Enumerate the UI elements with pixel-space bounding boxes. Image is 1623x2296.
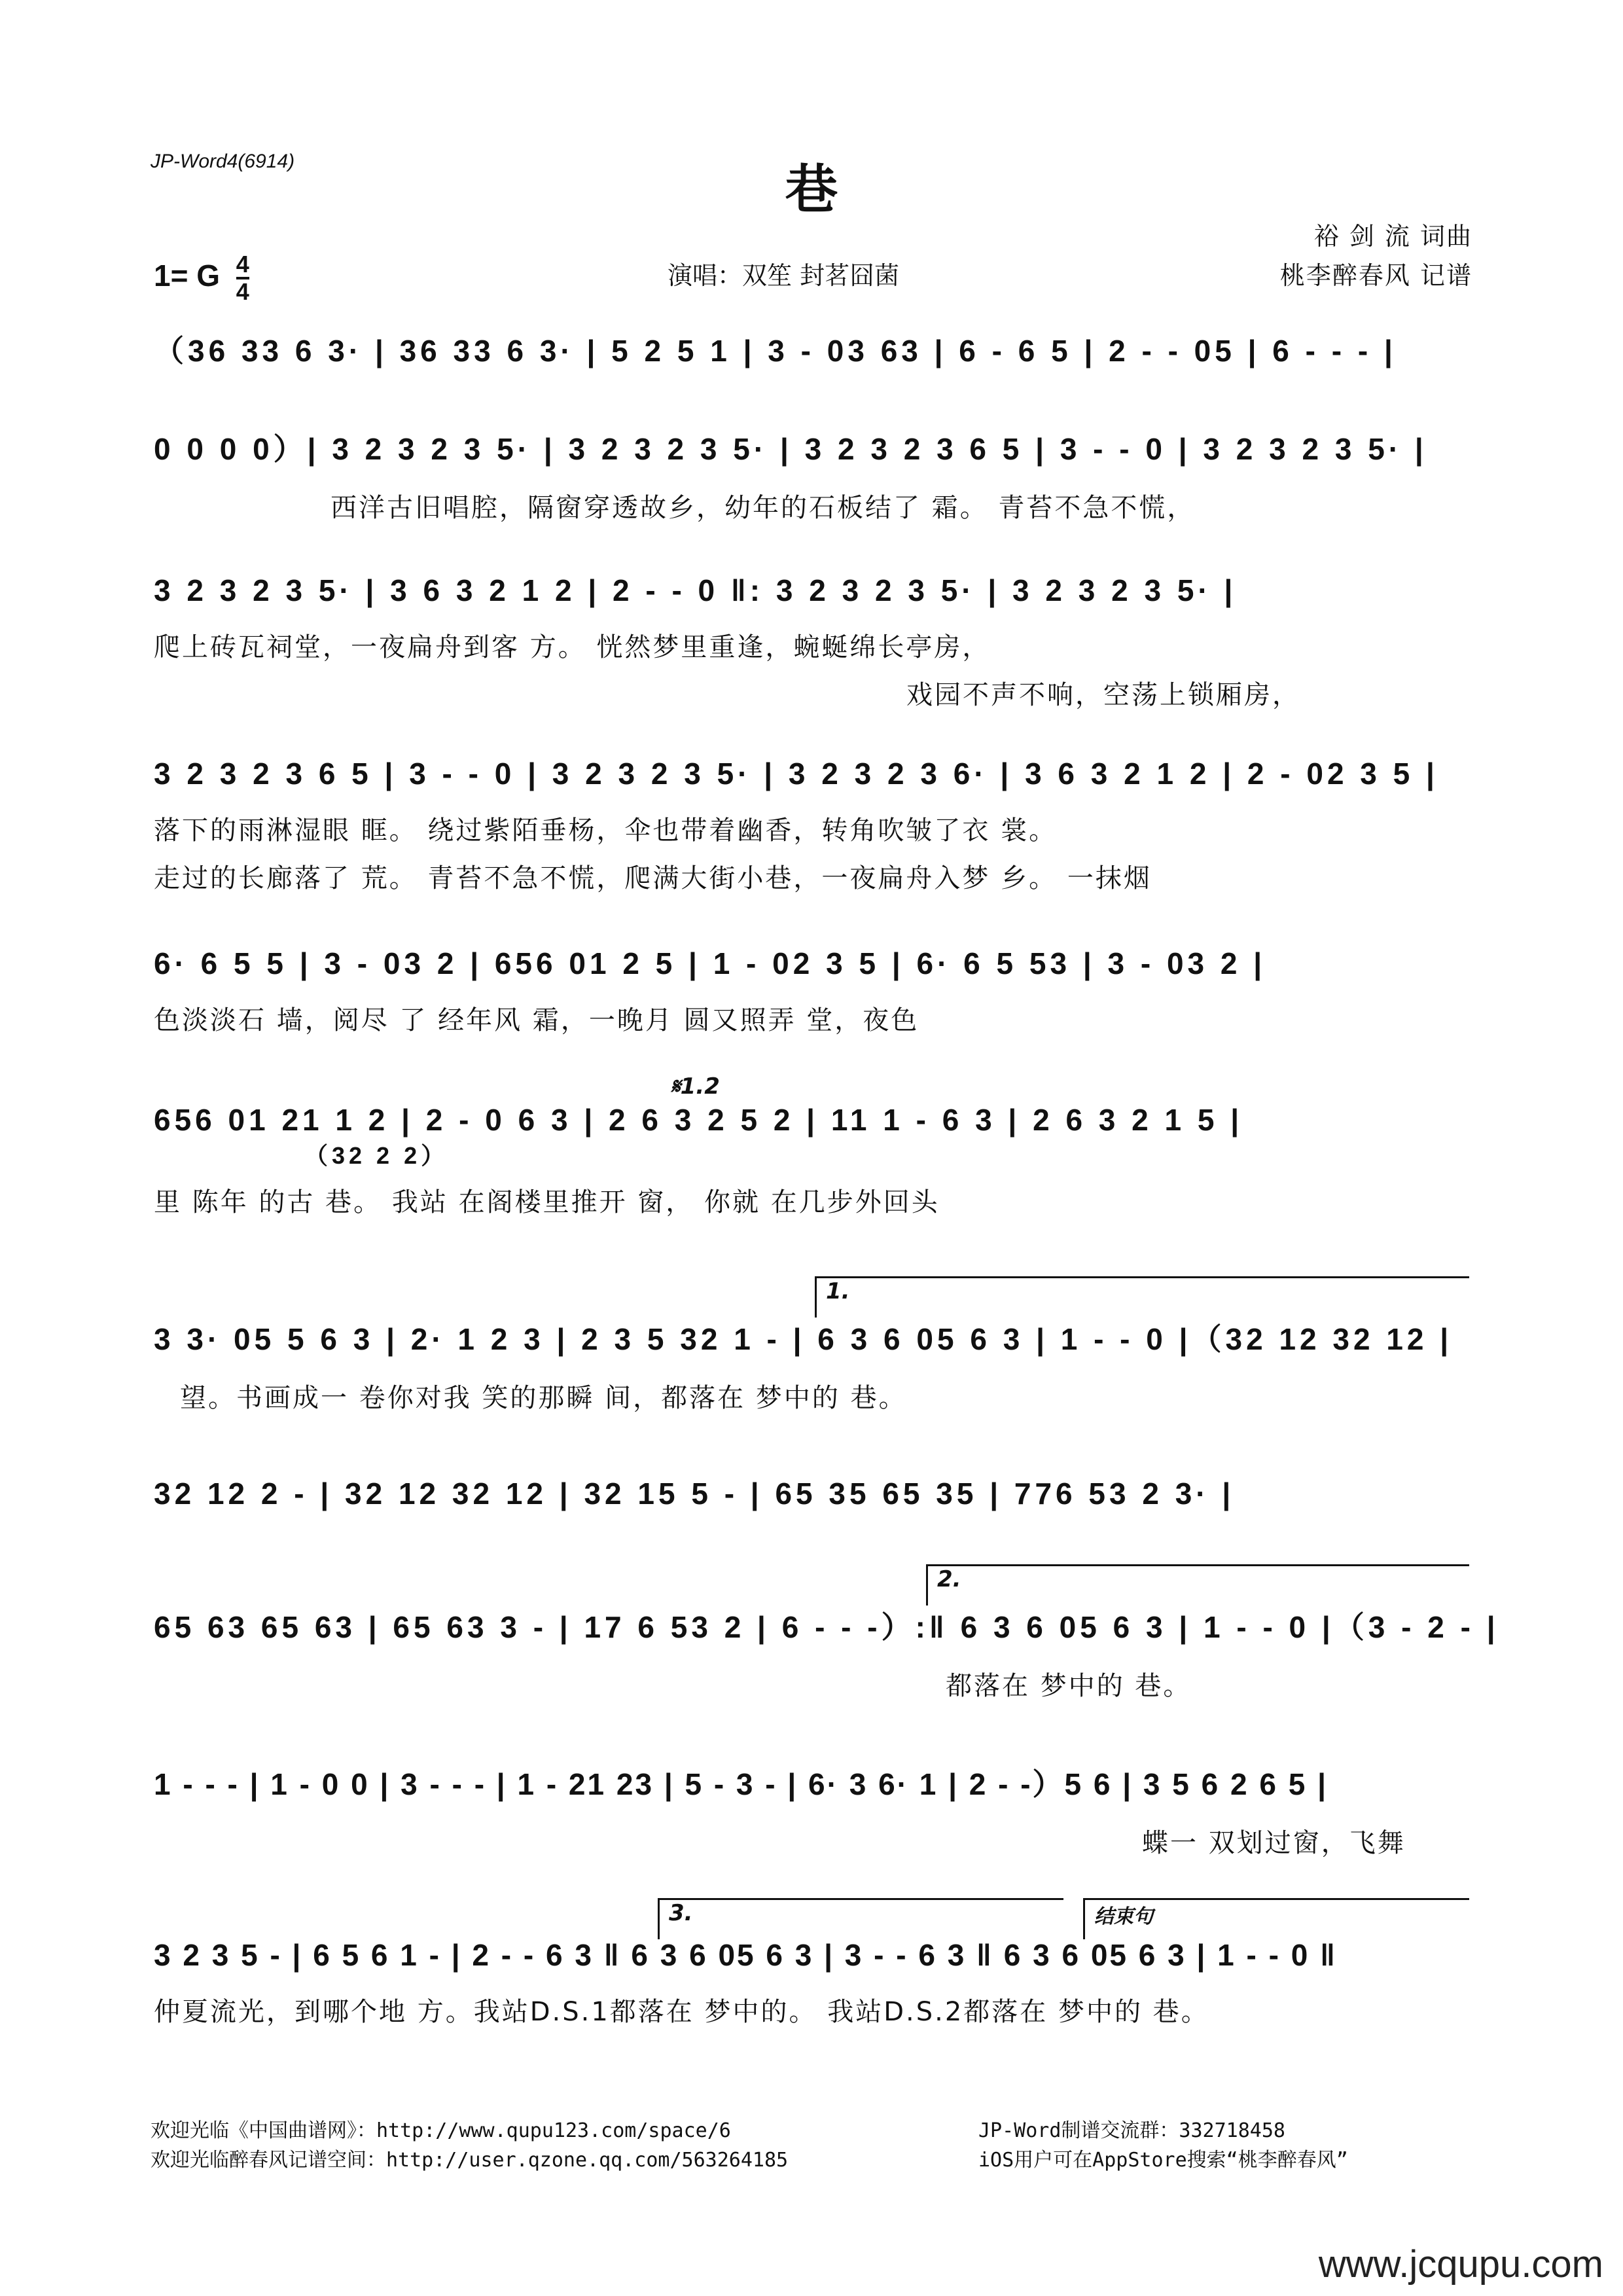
score-row-5	[154, 946, 1469, 1037]
volta-3-bracket	[658, 1898, 1063, 1939]
notation-line: 65 63 65 63 | 65 63 3 - | 17 6 53 2 | 6 - - -）:‖ 6 3 6 05 6 3 | 1 - - 0 |（3 - 2 - |	[154, 1610, 1499, 1644]
time-sig-bottom: 4	[236, 278, 249, 305]
notation-line: 0 0 0 0）| 3 2 3 2 3 5· | 3 2 3 2 3 5· | 3 2 3 2 3 6 5 | 3 - - 0 | 3 2 3 2 3 5· |	[154, 432, 1427, 466]
score-row-10	[154, 1761, 1469, 1859]
notation-line: 3 2 3 5 - | 6 5 6 1 - | 2 - - 6 3 ‖ 6 3 6 05 6 3 | 3 - - 6 3 ‖ 6 3 6 05 6 3 | 1 - - 0 ‖	[154, 1938, 1337, 1972]
lyric-line-verse2: 走过的长廊落了 荒。 青苔不急不慌，爬满大街小巷，一夜扁舟入梦 乡。 一抹烟	[154, 863, 1152, 893]
volta-line	[658, 1898, 1063, 1939]
software-version: JP-Word4(6914)	[151, 151, 295, 172]
notation-line: 3 2 3 2 3 6 5 | 3 - - 0 | 3 2 3 2 3 5· | 3 2 3 2 3 6· | 3 6 3 2 1 2 | 2 - 02 3 5 |	[154, 757, 1438, 791]
volta-line	[926, 1564, 1469, 1605]
score-row-6	[154, 1073, 1469, 1219]
singer-credit: 演唱：双笙 封茗囧菌	[668, 261, 900, 290]
footer-line-1	[151, 2114, 1472, 2143]
notation-line: 3 3· 05 5 6 3 | 2· 1 2 3 | 2 3 5 32 1 - | 6 3 6 05 6 3 | 1 - - 0 |（32 12 32 12 |	[154, 1322, 1453, 1356]
score-row-4	[154, 756, 1469, 895]
lyric-line: 里 陈年 的古 巷。 我站 在阁楼里推开 窗， 你就 在几步外回头	[154, 1187, 940, 1217]
lyric-line: 西洋古旧唱腔，隔窗穿透故乡，幼年的石板结了 霜。 青苔不急不慌，	[330, 493, 1196, 523]
score-row-9	[154, 1604, 1499, 1702]
notation-line: 1 - - - | 1 - 0 0 | 3 - - - | 1 - 21 23 | 5 - 3 - | 6· 3 6· 1 | 2 - -）5 6 | 3 5 6 2 6 5 |	[154, 1767, 1328, 1801]
footer-group-info: JP-Word制谱交流群：332718458	[978, 2119, 1285, 2142]
segno-marker: 𝄋1.2	[671, 1073, 720, 1100]
lyric-line: 落下的雨淋湿眼 眶。 绕过紫陌垂杨，伞也带着幽香，转角吹皱了衣 裳。	[154, 816, 1058, 846]
lyric-line: 蝶一 双划过窗，飞舞	[1142, 1828, 1406, 1858]
volta-2-bracket	[926, 1564, 1469, 1605]
footer-site-link[interactable]: 欢迎光临《中国曲谱网》：http://www.qupu123.com/space/6	[151, 2119, 731, 2142]
volta-label: 2.	[937, 1566, 961, 1592]
volta-label: 1.	[826, 1278, 850, 1304]
notation-line: 32 12 2 - | 32 12 32 12 | 32 15 5 - | 65 35 65 35 | 776 53 2 3· |	[154, 1477, 1235, 1511]
lyric-line: 望。书画成一 卷你对我 笑的那瞬 间，都落在 梦中的 巷。	[180, 1383, 907, 1413]
alt-notes: （32 2 2）	[304, 1142, 449, 1169]
notation-line: 3 2 3 2 3 5· | 3 6 3 2 1 2 | 2 - - 0 ‖: 3 2 3 2 3 5· | 3 2 3 2 3 5· |	[154, 573, 1237, 607]
notation-line: 656 01 21 1 2 | 2 - 0 6 3 | 2 6 3 2 5 2 | 11 1 - 6 3 | 2 6 3 2 1 5 |	[154, 1103, 1243, 1137]
score-row-7	[154, 1316, 1469, 1414]
lyric-line-verse2: 戏园不声不响，空荡上锁厢房，	[906, 680, 1300, 710]
score-row-2	[154, 425, 1469, 524]
time-sig-top: 4	[236, 252, 249, 279]
footer-line-2	[151, 2144, 1472, 2172]
song-title: 巷	[785, 159, 838, 220]
score-row-8	[154, 1476, 1469, 1511]
key-signature	[154, 252, 249, 304]
notation-line: （36 33 6 3· | 36 33 6 3· | 5 2 5 1 | 3 - 03 63 | 6 - 6 5 | 2 - - 05 | 6 - - - |	[154, 334, 1397, 368]
volta-label: 3.	[669, 1900, 693, 1926]
score-row-1	[154, 327, 1469, 370]
ending-label: 结束句	[1094, 1905, 1153, 1928]
transcriber-credit: 桃李醉春风 记谱	[1279, 261, 1472, 290]
footer-space-link[interactable]: 欢迎光临醉春风记谱空间：http://user.qzone.qq.com/563264185	[151, 2149, 789, 2172]
ending-line	[1083, 1898, 1469, 1939]
time-signature	[236, 252, 249, 304]
footer-ios-info: iOS用户可在AppStore搜索“桃李醉春风”	[978, 2149, 1348, 2172]
score-row-11	[154, 1937, 1469, 2028]
ending-bracket	[1083, 1898, 1469, 1939]
notation-line: 6· 6 5 5 | 3 - 03 2 | 656 01 2 5 | 1 - 02 3 5 | 6· 6 5 53 | 3 - 03 2 |	[154, 946, 1266, 980]
volta-line	[815, 1276, 1469, 1318]
lyric-line: 都落在 梦中的 巷。	[946, 1671, 1192, 1701]
lyric-line: 色淡淡石 墙，阅尽 了 经年风 霜，一晚月 圆又照弄 堂，夜色	[154, 1005, 919, 1035]
composer-credit: 裕 剑 流 词曲	[1313, 222, 1472, 251]
score-row-3	[154, 573, 1469, 711]
volta-1-bracket	[815, 1276, 1469, 1318]
site-watermark: www.jcqupu.com	[1318, 2243, 1603, 2286]
lyric-line: 爬上砖瓦祠堂，一夜扁舟到客 方。 恍然梦里重逢，蜿蜒绵长亭房，	[154, 632, 991, 662]
lyric-line: 仲夏流光，到哪个地 方。我站D.S.1都落在 梦中的。 我站D.S.2都落在 梦中的 巷。	[154, 1997, 1209, 2027]
key-label: 1= G	[154, 259, 221, 293]
